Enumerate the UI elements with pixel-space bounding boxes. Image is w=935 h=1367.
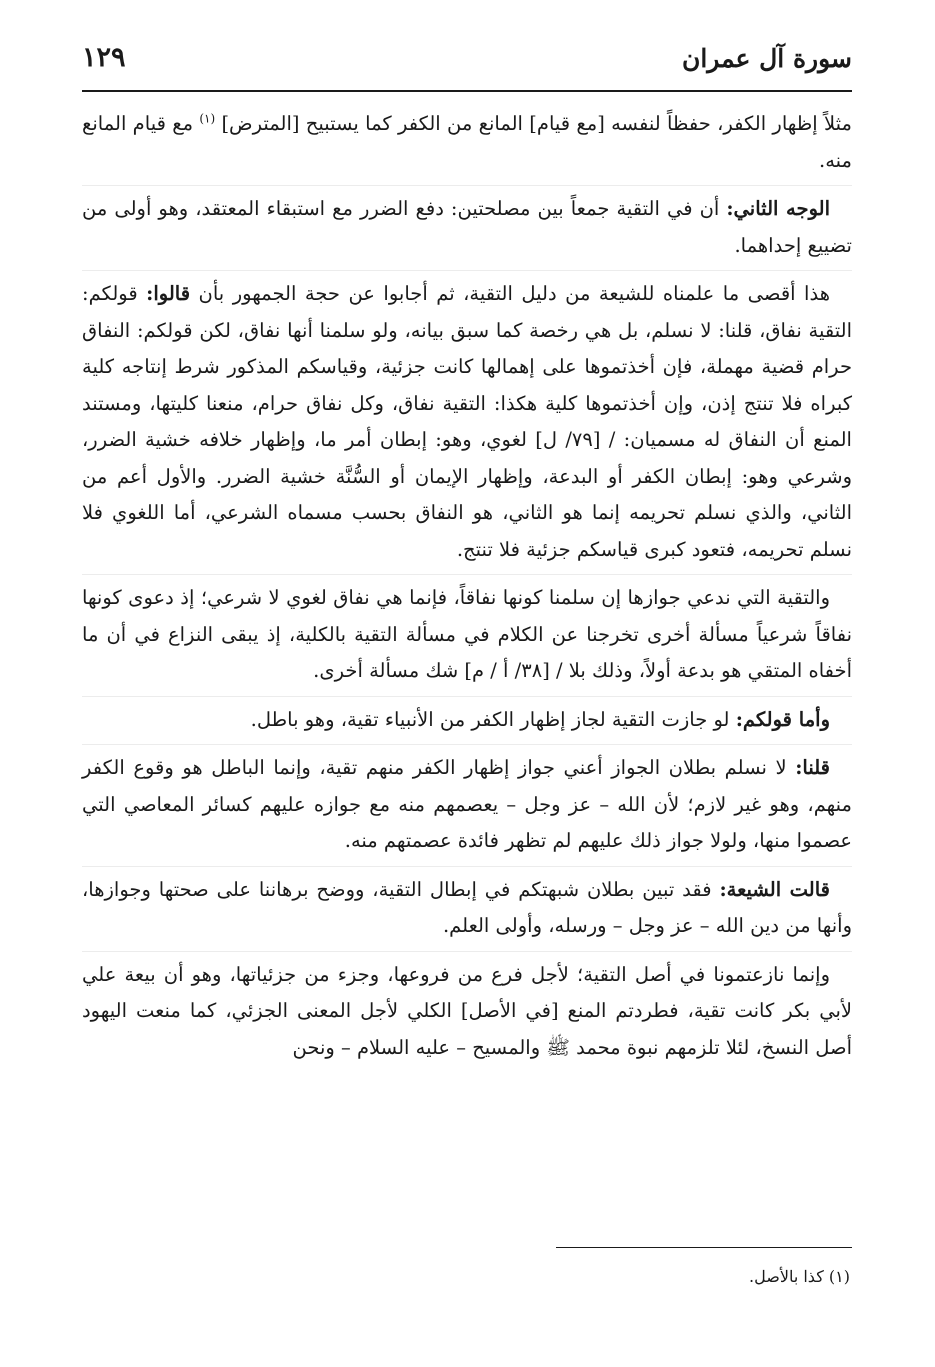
paragraph-5: [82, 702, 852, 739]
paragraph-separator: [82, 185, 852, 186]
paragraph-text: مع قيام المانع منه.: [82, 112, 852, 172]
paragraph-text: مثلاً إظهار الكفر، حفظاً لنفسه [مع قيام] المانع من الكفر كما يستبيح [المترض]: [221, 112, 852, 135]
paragraph-text: والتقية التي ندعي جوازها إن سلمنا كونها نفاقاً، فإنما هي نفاق لغوي لا شرعي؛ إذ دعوى كونها نفاقاً شرعياً مسألة أخرى تخرجنا عن الكلام في مسألة التقية بالكلية، إذ يبقى النزاع في أن ما أخفاه المتقي هو بدعة أولاً، وذلك بلا / [٣٨/ أ / م] شك مسألة أخرى.: [82, 586, 852, 682]
book-page: [82, 38, 852, 1338]
paragraph-lead: قالت الشيعة:: [719, 877, 830, 901]
paragraph-separator: [82, 744, 852, 745]
page-number: ١٢٩: [82, 42, 126, 73]
paragraph-text: هذا أقصى ما علمناه للشيعة من دليل التقية، ثم أجابوا عن حجة الجمهور بأن: [190, 282, 830, 305]
running-header: [82, 38, 852, 92]
paragraph-4: [82, 580, 852, 690]
paragraph-text: قولكم: التقية نفاق، قلنا: لا نسلم، بل هي رخصة كما سبق بيانه، ولو سلمنا أنها نفاق، لكن قولكم: النفاق حرام قضية مهملة، فإن أخذتموها على إهمالها كانت جزئية، وقياسكم المذكور شرط إنتاجه كلية كبراه فلا تنتج إذن، وإن أخذتموها كلية هكذا: التقية نفاق، وكل نفاق حرام، منعنا كليتها، ومستند المنع أن النفاق له مسميان: / [٧٩/ ل] لغوي، وهو: إبطان أمر ما، وإظهار خلافه خشية الضرر، وشرعي وهو: إبطان الكفر أو البدعة، وإظهار الإيمان أو السُّنَّة خشية الضرر. والأول أعم من الثاني، والذي نسلم تحريمه إنما هو الثاني، هو النفاق بحسب مسماه الشرعي، أما اللغوي فلا نسلم تحريمه، فتعود كبرى قياسكم جزئية فلا تنتج.: [82, 282, 853, 561]
paragraph-separator: [82, 574, 852, 575]
paragraph-text: لا نسلم بطلان الجواز أعني جواز إظهار الكفر منهم تقية، وإنما الباطل هو وقوع الكفر منهم، وهو غير لازم؛ لأن الله – عز وجل – يعصمهم منه مع جوازه عليهم كسائر المعاصي التي عصموا منها، ولولا جواز ذلك عليهم لم تظهر فائدة عصمتهم منه.: [82, 756, 852, 852]
paragraph-text: فقد تبين بطلان شبهتكم في إبطال التقية، ووضح برهاننا على صحتها وجوازها، وأنها من دين الله – عز وجل – ورسله، وأولى العلم.: [82, 877, 852, 937]
paragraph-separator: [82, 866, 852, 867]
footnote: (١) كذا بالأصل.: [749, 1267, 850, 1286]
paragraph-separator: [82, 951, 852, 952]
paragraph-2: [82, 191, 852, 264]
paragraph-separator: [82, 696, 852, 697]
paragraph-text: لو جازت التقية لجاز إظهار الكفر من الأنبياء تقية، وهو باطل.: [250, 707, 736, 731]
paragraph-lead: قلنا:: [795, 756, 830, 779]
paragraph-separator: [82, 270, 852, 271]
paragraph-6: [82, 750, 852, 860]
paragraph-8: [82, 957, 852, 1067]
paragraph-lead: قالوا:: [146, 282, 191, 305]
paragraph-lead: الوجه الثاني:: [726, 197, 830, 220]
paragraph-text: أن في التقية جمعاً بين مصلحتين: دفع الضرر مع استبقاء المعتقد، وهو أولى من تضييع إحداهما.: [82, 197, 852, 257]
paragraph-7: [82, 872, 852, 945]
paragraph-1: [82, 106, 852, 179]
footnote-divider: [556, 1247, 852, 1248]
footnote-reference[interactable]: (١): [199, 111, 216, 126]
paragraph-lead: وأما قولكم:: [735, 707, 830, 731]
paragraph-text: وإنما نازعتمونا في أصل التقية؛ لأجل فرع من فروعها، وجزء من جزئياتها، وهو أن بيعة علي لأبي بكر كانت تقية، فطردتم المنع [في الأصل] الكلي لأجل المعنى الجزئي، كما منعت اليهود أصل النسخ، لئلا تلزمهم نبوة محمد ﷺ والمسيح – عليه السلام – ونحن: [82, 962, 852, 1059]
paragraph-3: [82, 276, 852, 568]
body-text: [82, 106, 852, 1066]
surah-title: سورة آل عمران: [681, 44, 852, 73]
